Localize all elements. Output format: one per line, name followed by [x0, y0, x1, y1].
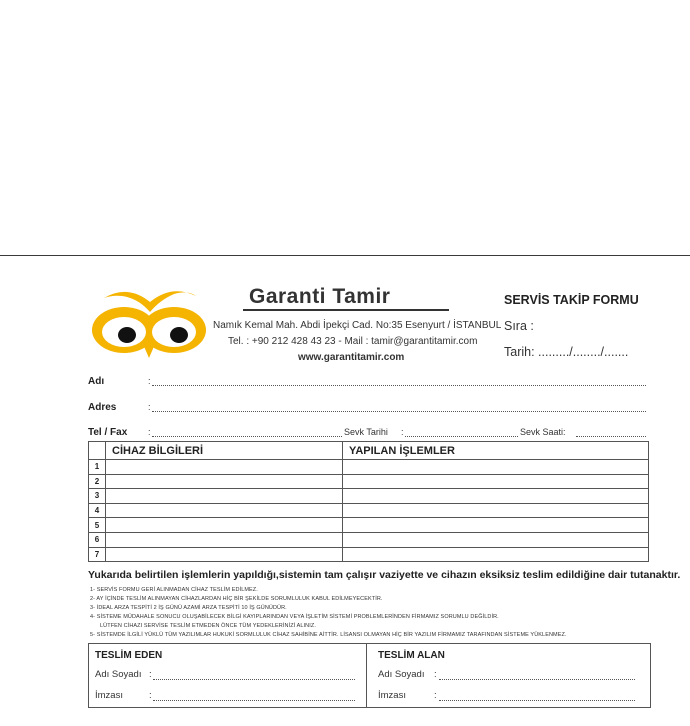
sira-label: Sıra : [504, 319, 534, 333]
statement-text: Yukarıda belirtilen işlemlerin yapıldığı,sistemin tam çalışır vaziyette ve cihazın eksiksiz teslim edildiğine dair tutanaktır. [88, 569, 681, 581]
operation-cell[interactable] [343, 532, 649, 547]
operation-cell[interactable] [343, 474, 649, 489]
device-cell[interactable] [106, 489, 343, 504]
operation-cell[interactable] [343, 518, 649, 533]
table-row: 2 [89, 474, 649, 489]
rule-item: 2- AY İÇİNDE TESLİM ALINMAYAN CİHAZLARDAN HİÇ BİR ŞEKİLDE SORUMLULUK KABUL EDİLMEYECEKTİR. [90, 596, 383, 602]
giver-name-label: Adı Soyadı [95, 669, 142, 680]
device-cell[interactable] [106, 503, 343, 518]
table-row: 5 [89, 518, 649, 533]
operation-cell[interactable] [343, 547, 649, 562]
operation-cell[interactable] [343, 489, 649, 504]
row-number-header [89, 442, 106, 460]
customer-address-label: Adres [88, 402, 117, 413]
rule-item: 5- SİSTEMDE İLGİLİ YÜKLÜ TÜM YAZILIMLAR HUKUKİ SORMLULUK CİHAZ SAHİBİNE AİTTİR. LİSANSI OLMAYAN HİÇ BİR YAZILIM FİRMAMIZ TARAFINDAN SİSTEME YÜKLENMEZ. [90, 632, 567, 638]
customer-name-label: Adı [88, 376, 105, 387]
sevk-saati-label: Sevk Saati: [520, 427, 566, 437]
brand-name: Garanti Tamir [249, 285, 391, 308]
receiver-signature-label: İmzası [378, 690, 406, 701]
customer-name-field[interactable] [152, 385, 646, 386]
blank-page-area [0, 0, 690, 255]
operation-cell[interactable] [343, 503, 649, 518]
operation-cell[interactable] [343, 460, 649, 475]
sevk-tarihi-field[interactable] [405, 436, 518, 437]
rule-item: 4- SİSTEME MÜDAHALE SONUCU OLUŞABİLECEK BİLGİ KAYIPLARINDAN VEYA İŞLETİM SİSTEMİ PROBLEMLERİNDEN FİRMAMIZ SORUMLU DEĞİLDİR. [90, 614, 499, 620]
giver-signature-field[interactable] [153, 700, 355, 701]
service-table [88, 441, 649, 562]
table-row: 1 [89, 460, 649, 475]
table-row: 6 [89, 532, 649, 547]
rule-item: 1- SERVİS FORMU GERİ ALINMADAN CİHAZ TESLİM EDİLMEZ. [90, 587, 258, 593]
table-row: 3 [89, 489, 649, 504]
brand-contact: Tel. : +90 212 428 43 23 - Mail : tamir@garantitamir.com [228, 336, 478, 347]
device-cell[interactable] [106, 474, 343, 489]
sevk-tarihi-label: Sevk Tarihi [344, 427, 388, 437]
rule-item: LÜTFEN CİHAZI SERVİSE TESLİM ETMEDEN ÖNCE TÜM YEDEKLERİNİZİ ALINIZ. [100, 623, 316, 629]
page-edge-line [0, 255, 690, 256]
rule-item: 3- İDEAL ARZA TESPİTİ 2 İŞ GÜNÜ AZAMİ ARZA TESPİTİ 10 İŞ GÜNÜDÜR. [90, 605, 287, 611]
giver-title: TESLİM EDEN [95, 650, 163, 661]
receiver-name-label: Adı Soyadı [378, 669, 425, 680]
table-row: 4 [89, 503, 649, 518]
device-cell[interactable] [106, 532, 343, 547]
table-row: 7 [89, 547, 649, 562]
owl-logo-icon [88, 286, 210, 362]
operations-header: YAPILAN İŞLEMLER [343, 442, 649, 460]
receiver-signature-field[interactable] [439, 700, 635, 701]
delivery-divider [366, 644, 367, 707]
device-info-header: CİHAZ BİLGİLERİ [106, 442, 343, 460]
customer-tel-field[interactable] [152, 436, 342, 437]
customer-tel-label: Tel / Fax [88, 427, 128, 438]
brand-underline [243, 309, 449, 311]
delivery-box: TESLİM EDEN Adı Soyadı : İmzası : TESLİM ALAN Adı Soyadı : İmzası : [88, 643, 651, 708]
device-cell[interactable] [106, 547, 343, 562]
device-cell[interactable] [106, 460, 343, 475]
brand-website: www.garantitamir.com [298, 352, 405, 363]
device-cell[interactable] [106, 518, 343, 533]
brand-address: Namık Kemal Mah. Abdi İpekçi Cad. No:35 Esenyurt / İSTANBUL [213, 320, 502, 331]
giver-signature-label: İmzası [95, 690, 123, 701]
receiver-name-field[interactable] [439, 679, 635, 680]
tarih-label: Tarih: ........./......../....... [504, 345, 629, 359]
form-title: SERVİS TAKİP FORMU [504, 293, 639, 307]
receiver-title: TESLİM ALAN [378, 650, 445, 661]
giver-name-field[interactable] [153, 679, 355, 680]
sevk-saati-field[interactable] [576, 436, 646, 437]
customer-address-field[interactable] [152, 411, 646, 412]
